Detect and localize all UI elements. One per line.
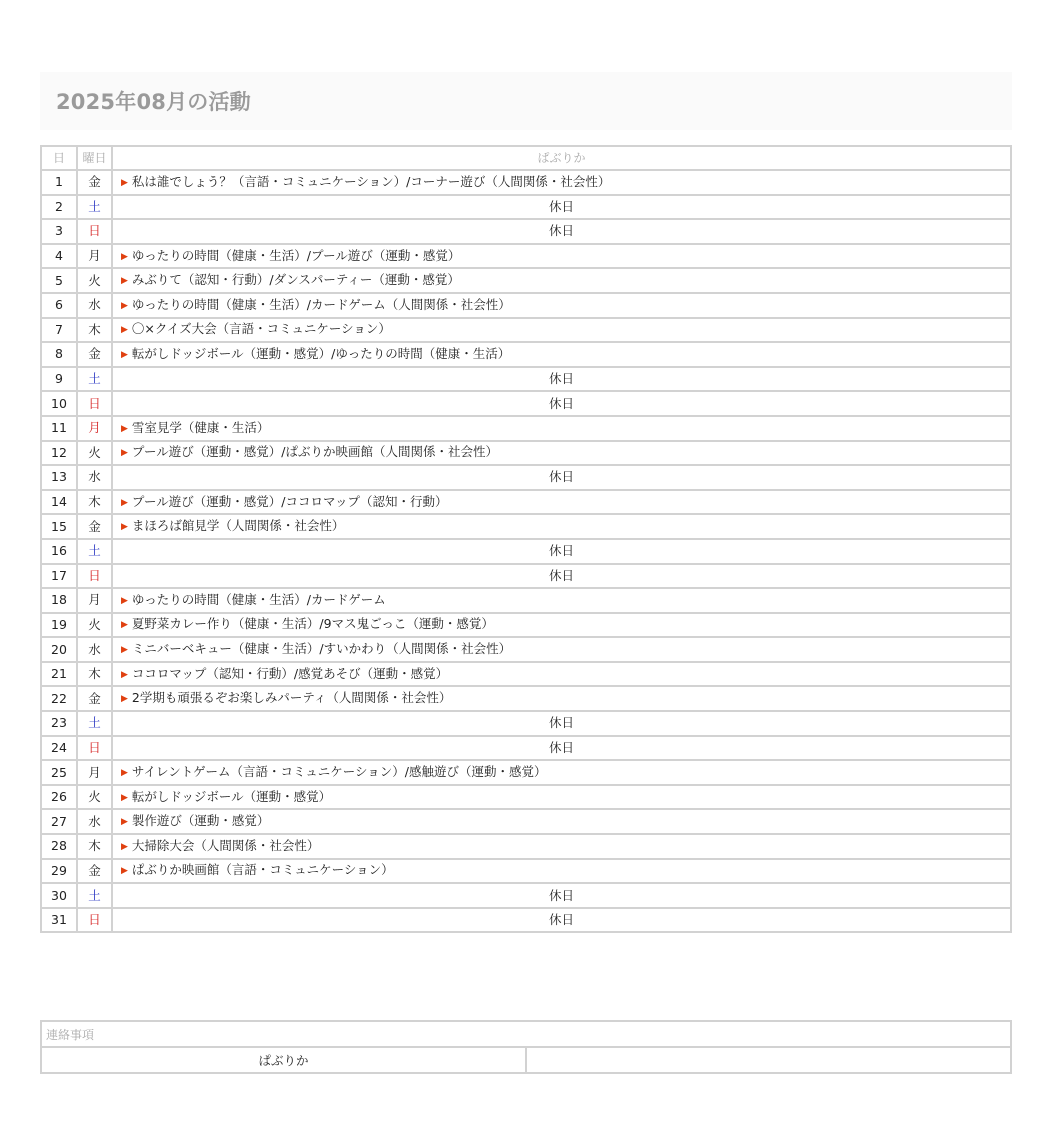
weekday-label: 水 (77, 809, 112, 834)
header-facility: ぱぶりか (112, 146, 1011, 170)
triangle-right-icon: ▶ (121, 841, 128, 852)
table-row (41, 391, 1011, 416)
day-number: 14 (41, 490, 77, 515)
weekday-label: 水 (77, 637, 112, 662)
header-day: 日 (41, 146, 77, 170)
table-header-row (41, 146, 1011, 170)
triangle-right-icon: ▶ (121, 866, 128, 877)
activity-cell (112, 490, 1011, 515)
weekday-label: 月 (77, 244, 112, 269)
activity-text: ゆったりの時間（健康・生活）/プール遊び（運動・感覚） (131, 247, 461, 263)
table-row (41, 367, 1011, 392)
triangle-right-icon: ▶ (121, 694, 128, 705)
activity-text: ゆったりの時間（健康・生活）/カードゲーム (131, 591, 386, 607)
day-number: 20 (41, 637, 77, 662)
weekday-label: 月 (77, 416, 112, 441)
table-row (41, 465, 1011, 490)
holiday-label: 休日 (112, 539, 1011, 564)
triangle-right-icon: ▶ (121, 448, 128, 459)
activity-text: 製作遊び（運動・感覚） (131, 813, 270, 829)
table-row (41, 490, 1011, 515)
day-number: 6 (41, 293, 77, 318)
notes-content (526, 1047, 1011, 1073)
weekday-label: 月 (77, 588, 112, 613)
table-row (41, 760, 1011, 785)
weekday-label: 火 (77, 268, 112, 293)
activity-cell (112, 662, 1011, 687)
activity-cell (112, 514, 1011, 539)
day-number: 15 (41, 514, 77, 539)
weekday-label: 日 (77, 219, 112, 244)
day-number: 21 (41, 662, 77, 687)
activity-text: 転がしドッジボール（運動・感覚） (131, 788, 332, 804)
table-row (41, 711, 1011, 736)
weekday-label: 火 (77, 613, 112, 638)
triangle-right-icon: ▶ (121, 497, 128, 508)
activity-text: 転がしドッジボール（運動・感覚）/ゆったりの時間（健康・生活） (131, 345, 511, 361)
activity-text: 〇×クイズ大会（言語・コミュニケーション） (131, 321, 391, 337)
day-number: 8 (41, 342, 77, 367)
activity-cell (112, 441, 1011, 466)
day-number: 10 (41, 391, 77, 416)
day-number: 23 (41, 711, 77, 736)
weekday-label: 金 (77, 170, 112, 195)
table-row (41, 834, 1011, 859)
schedule-body (41, 170, 1011, 932)
triangle-right-icon: ▶ (121, 325, 128, 336)
weekday-label: 月 (77, 760, 112, 785)
weekday-label: 土 (77, 367, 112, 392)
activity-cell (112, 760, 1011, 785)
day-number: 30 (41, 883, 77, 908)
table-row (41, 293, 1011, 318)
weekday-label: 木 (77, 318, 112, 343)
activity-text: ミニバーベキュー（健康・生活）/すいかわり（人間関係・社会性） (131, 641, 512, 657)
table-row (41, 342, 1011, 367)
triangle-right-icon: ▶ (121, 522, 128, 533)
weekday-label: 土 (77, 883, 112, 908)
day-number: 17 (41, 564, 77, 589)
table-row (41, 441, 1011, 466)
page-title: 2025年08月の活動 (56, 90, 251, 114)
table-row (41, 908, 1011, 933)
triangle-right-icon: ▶ (121, 768, 128, 779)
weekday-label: 水 (77, 293, 112, 318)
title-bar (40, 72, 1012, 130)
activity-cell (112, 416, 1011, 441)
weekday-label: 日 (77, 391, 112, 416)
notes-header: 連絡事項 (41, 1021, 1011, 1047)
activity-text: 私は誰でしょう？（言語・コミュニケーション）/コーナー遊び（人間関係・社会性） (131, 173, 611, 189)
table-row (41, 244, 1011, 269)
day-number: 28 (41, 834, 77, 859)
activity-cell (112, 342, 1011, 367)
header-weekday: 曜日 (77, 146, 112, 170)
weekday-label: 木 (77, 834, 112, 859)
triangle-right-icon: ▶ (121, 251, 128, 262)
weekday-label: 土 (77, 539, 112, 564)
activity-cell (112, 785, 1011, 810)
activity-cell (112, 613, 1011, 638)
day-number: 29 (41, 859, 77, 884)
holiday-label: 休日 (112, 195, 1011, 220)
table-row (41, 539, 1011, 564)
holiday-label: 休日 (112, 564, 1011, 589)
activity-cell (112, 834, 1011, 859)
table-row (41, 318, 1011, 343)
table-row (41, 170, 1011, 195)
holiday-label: 休日 (112, 391, 1011, 416)
day-number: 24 (41, 736, 77, 761)
triangle-right-icon: ▶ (121, 645, 128, 656)
triangle-right-icon: ▶ (121, 620, 128, 631)
weekday-label: 日 (77, 564, 112, 589)
activity-cell (112, 686, 1011, 711)
triangle-right-icon: ▶ (121, 276, 128, 287)
day-number: 22 (41, 686, 77, 711)
weekday-label: 土 (77, 711, 112, 736)
holiday-label: 休日 (112, 736, 1011, 761)
weekday-label: 日 (77, 736, 112, 761)
triangle-right-icon: ▶ (121, 177, 128, 188)
triangle-right-icon: ▶ (121, 300, 128, 311)
day-number: 26 (41, 785, 77, 810)
triangle-right-icon: ▶ (121, 669, 128, 680)
table-row (41, 736, 1011, 761)
notes-facility-label: ぱぶりか (41, 1047, 526, 1073)
day-number: 3 (41, 219, 77, 244)
notes-table (40, 1020, 1012, 1074)
activity-cell (112, 809, 1011, 834)
activity-text: プール遊び（運動・感覚）/ココロマップ（認知・行動） (131, 493, 448, 509)
table-row (41, 686, 1011, 711)
weekday-label: 火 (77, 441, 112, 466)
table-row (41, 268, 1011, 293)
activity-cell (112, 244, 1011, 269)
activity-text: 大掃除大会（人間関係・社会性） (131, 837, 320, 853)
holiday-label: 休日 (112, 711, 1011, 736)
activity-text: ココロマップ（認知・行動）/感覚あそび（運動・感覚） (131, 665, 449, 681)
weekday-label: 土 (77, 195, 112, 220)
table-row (41, 785, 1011, 810)
day-number: 11 (41, 416, 77, 441)
activity-text: 雪室見学（健康・生活） (131, 419, 270, 435)
table-row (41, 613, 1011, 638)
activity-text: ぱぶりか映画館（言語・コミュニケーション） (131, 862, 394, 878)
day-number: 13 (41, 465, 77, 490)
day-number: 4 (41, 244, 77, 269)
day-number: 9 (41, 367, 77, 392)
triangle-right-icon: ▶ (121, 595, 128, 606)
triangle-right-icon: ▶ (121, 817, 128, 828)
weekday-label: 金 (77, 686, 112, 711)
weekday-label: 金 (77, 859, 112, 884)
weekday-label: 火 (77, 785, 112, 810)
weekday-label: 水 (77, 465, 112, 490)
activity-text: みぶりて（認知・行動）/ダンスパーティー（運動・感覚） (131, 272, 460, 288)
activity-cell (112, 859, 1011, 884)
activity-text: 夏野菜カレー作り（健康・生活）/9マス鬼ごっこ（運動・感覚） (131, 616, 494, 632)
day-number: 25 (41, 760, 77, 785)
table-row (41, 859, 1011, 884)
activity-cell (112, 588, 1011, 613)
activity-cell (112, 293, 1011, 318)
table-row (41, 588, 1011, 613)
holiday-label: 休日 (112, 908, 1011, 933)
table-row (41, 883, 1011, 908)
activity-cell (112, 637, 1011, 662)
weekday-label: 木 (77, 490, 112, 515)
table-row (41, 416, 1011, 441)
day-number: 27 (41, 809, 77, 834)
day-number: 7 (41, 318, 77, 343)
holiday-label: 休日 (112, 465, 1011, 490)
table-row (41, 809, 1011, 834)
table-row (41, 219, 1011, 244)
day-number: 16 (41, 539, 77, 564)
activity-text: まほろば館見学（人間関係・社会性） (131, 518, 345, 534)
weekday-label: 木 (77, 662, 112, 687)
activity-schedule-table (40, 145, 1012, 933)
table-row (41, 637, 1011, 662)
triangle-right-icon: ▶ (121, 423, 128, 434)
activity-cell (112, 318, 1011, 343)
table-row (41, 662, 1011, 687)
weekday-label: 金 (77, 514, 112, 539)
activity-cell (112, 268, 1011, 293)
day-number: 19 (41, 613, 77, 638)
activity-text: サイレントゲーム（言語・コミュニケーション）/感触遊び（運動・感覚） (131, 764, 547, 780)
holiday-label: 休日 (112, 367, 1011, 392)
triangle-right-icon: ▶ (121, 349, 128, 360)
holiday-label: 休日 (112, 219, 1011, 244)
day-number: 12 (41, 441, 77, 466)
table-row (41, 564, 1011, 589)
weekday-label: 金 (77, 342, 112, 367)
activity-text: プール遊び（運動・感覚）/ぱぶりか映画館（人間関係・社会性） (131, 444, 499, 460)
day-number: 5 (41, 268, 77, 293)
weekday-label: 日 (77, 908, 112, 933)
day-number: 31 (41, 908, 77, 933)
table-row (41, 514, 1011, 539)
activity-text: ゆったりの時間（健康・生活）/カードゲーム（人間関係・社会性） (131, 296, 511, 312)
day-number: 2 (41, 195, 77, 220)
day-number: 1 (41, 170, 77, 195)
day-number: 18 (41, 588, 77, 613)
activity-cell (112, 170, 1011, 195)
holiday-label: 休日 (112, 883, 1011, 908)
activity-text: 2学期も頑張るぞお楽しみパーティ（人間関係・社会性） (131, 690, 452, 706)
triangle-right-icon: ▶ (121, 792, 128, 803)
table-row (41, 195, 1011, 220)
